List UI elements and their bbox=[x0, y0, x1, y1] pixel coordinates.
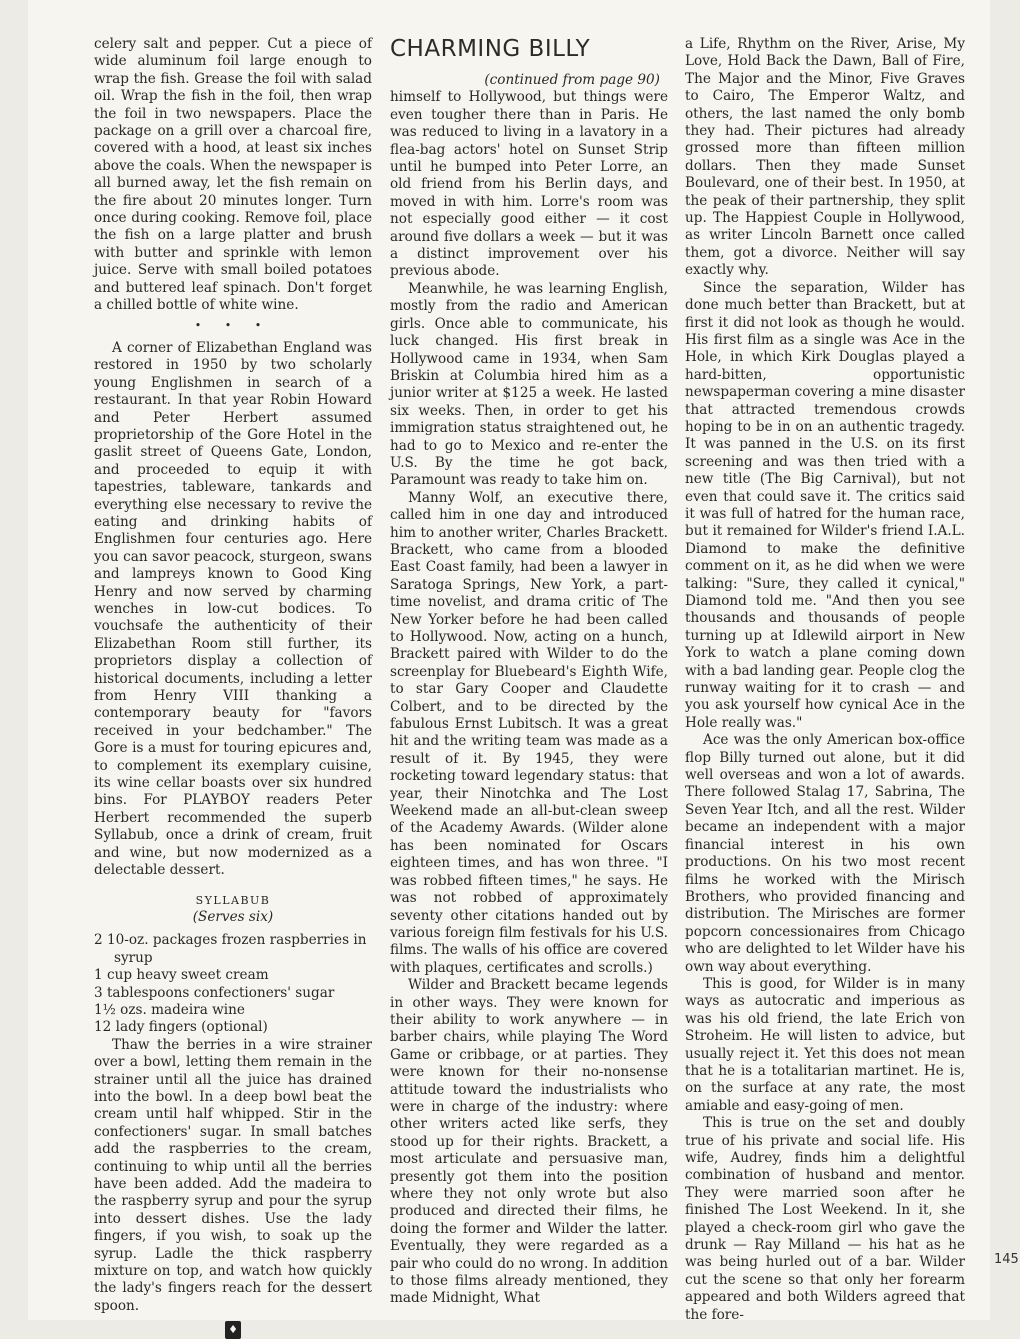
continued-note: (continued from page 90) bbox=[484, 72, 660, 88]
ingredient: 3 tablespoons confectioners' sugar bbox=[94, 984, 335, 1001]
ingredient: 1½ ozs. madeira wine bbox=[94, 1001, 245, 1018]
column-left bbox=[94, 36, 372, 1339]
magazine-page bbox=[28, 0, 1019, 1337]
ingredient: 12 lady fingers (optional) bbox=[94, 1019, 268, 1036]
paragraph: Ace was the only American box-office flop Billy turned out alone, but it did well overseas and won a lot of awards. There followed Stalag 17, Sabrina, The Seven Year Itch, and all the rest. Wilder became an independent with a major financial interest in his own productions. On his two most recent films he worked with the Mirisch Brothers, who provided financing and distribution. The Mirisches are former popcorn concessionaires from Chicago who are delighted to let Wilder have his own way about everything. bbox=[685, 732, 965, 975]
rabbit-logo-icon: ♦ bbox=[225, 1321, 241, 1339]
paragraph: Thaw the berries in a wire strainer over a bowl, letting them remain in the strainer until all the juice has drained into the bowl. In a deep bowl beat the cream until half whipped. Stir in the confectioners' sugar. In small batches add the raspberries to the cream, continuing to whip until all the berries have been added. Add the madeira to the raspberry syrup and pour the syrup into dessert dishes. Use the lady fingers, if you wish, to soak up the syrup. Ladle the thick raspberry mixture on top, and watch how quickly the lady's fingers reach for the dessert spoon. bbox=[94, 1036, 372, 1314]
paragraph: himself to Hollywood, but things were even tougher there than in Paris. He was reduced to living in a lavatory in a flea-bag actors' hotel on Sunset Strip until he bumped into Peter Lorre, an old friend from his Berlin days, and moved in with him. Lorre's room was not especially good either — it cost around five dollars a week — but it was a distinct improvement over his previous abode. bbox=[390, 89, 668, 280]
paragraph: Manny Wolf, an executive there, called him in one day and introduced him to another writer, Charles Brackett. Brackett, who came from a blooded East Coast family, had been a lawyer in Saratoga Springs, New York, a part-time novelist, and drama critic of The New Yorker before he had been called to Hollywood. Now, acting on a hunch, Brackett paired with Wilder to do the screenplay for Bluebeard's Eighth Wife, to star Gary Cooper and Claudette Colbert, and to be directed by the fabulous Ernst Lubitsch. It was a great hit and the writing team was made as a result of it. By 1945, they were rocketing toward legendary status: that year, their Ninotchka and The Lost Weekend made an all-but-clean sweep of the Academy Awards. (Wilder alone has been nominated for Oscars eighteen times, and has won three. "I was robbed fifteen times," he says. He was not robbed of approximately seventy other citations handed out by various foreign film festivals for his U.S. films. The walls of his office are covered with plaques, certificates and scrolls.) bbox=[390, 489, 668, 976]
section-divider: • • • bbox=[194, 318, 272, 332]
paragraph: This is good, for Wilder is in many ways as autocratic and imperious as was his old friend, the late Erich von Stroheim. He will listen to advice, but usually reject it. Yet this does not mean that he is a totalitarian martinet. He is, on the surface at any rate, the most amiable and easy-going of men. bbox=[685, 975, 965, 1114]
recipe-serves: (Serves six) bbox=[192, 908, 274, 925]
paragraph: Meanwhile, he was learning English, mostly from the radio and American girls. Once able to communicate, his luck changed. His first break in Hollywood came in 1934, when Sam Briskin at Columbia hired him as a junior writer at $125 a week. He lasted six weeks. Then, in order to get his immigration status straightened out, he had to go to Mexico and re-enter the U.S. By the time he got back, Paramount was ready to take him on. bbox=[390, 280, 668, 489]
column-middle bbox=[390, 36, 668, 1308]
recipe-title: SYLLABUB bbox=[195, 893, 271, 907]
paragraph: A corner of Elizabethan England was restored in 1950 by two scholarly young Englishmen in search of a restaurant. In that year Robin Howard and Peter Herbert assumed proprietorship of the Gore Hotel in the gaslit street of Queens Gate, London, and proceeded to equip it with tapestries, tableware, tankards and everything else necessary to revive the eating and drinking habits of Englishmen four centuries ago. Here you can savor peacock, sturgeon, swans and lampreys known to Good King Henry and now served by charming wenches in low-cut bodices. To vouchsafe the authenticity of their Elizabethan Room still further, its proprietors display a collection of historical documents, including a letter from Henry VIII thanking a contemporary beauty for "favors received in your bedchamber." The Gore is a must for touring epicures and, to complement its exemplary cuisine, its wine cellar boasts over six hundred bins. For PLAYBOY readers Peter Herbert recommended the superb Syllabub, once a drink of cream, fruit and wine, but now modernized as a delectable dessert. bbox=[94, 339, 372, 879]
ingredient: 2 10-oz. packages frozen raspberries in syrup bbox=[94, 932, 367, 966]
ingredient: 1 cup heavy sweet cream bbox=[94, 967, 269, 984]
paragraph: celery salt and pepper. Cut a piece of wide aluminum foil large enough to wrap the fish. Grease the foil with salad oil. Wrap the fish in the foil, then wrap the foil in two newspapers. Place the package on a grill over a charcoal fire, covered with a hood, at least six inches above the coals. When the newspaper is all burned away, let the fish remain on the fire about 20 minutes longer. Turn once during cooking. Remove foil, place the fish on a large platter and brush with butter and sprinkle with lemon juice. Serve with small boiled potatoes and buttered leaf spinach. Don't forget a chilled bottle of white wine. bbox=[94, 36, 372, 314]
ingredient-list bbox=[94, 932, 372, 1036]
paragraph: Wilder and Brackett became legends in other ways. They were known for their ability to work anywhere — in barber chairs, while playing The Word Game or cribbage, or at parties. They were known for their no-nonsense attitude toward the industrialists who were in charge of the industry: where other writers acted like serfs, they stood up for their rights. Brackett, a most articulate and persuasive man, presently got them into the position where they not only wrote but also produced and directed their films, he doing the former and Wilder the latter. Eventually, they were regarded as a pair who could do no wrong. In addition to those films already mentioned, they made Midnight, What bbox=[390, 977, 668, 1307]
paragraph: a Life, Rhythm on the River, Arise, My Love, Hold Back the Dawn, Ball of Fire, The Major and the Minor, Five Graves to Cairo, The Emperor Waltz, and others, the last named the only bomb they had. Their pictures had already grossed more than fifteen million dollars. Then they made Sunset Boulevard, one of their best. In 1950, at the peak of their partnership, they split up. The Happiest Couple in Hollywood, as writer Lincoln Barnett once called them, got a divorce. Neither will say exactly why. bbox=[685, 36, 965, 279]
paragraph: Since the separation, Wilder has done much better than Brackett, but at first it did not look as though he would. His first film as a single was Ace in the Hole, in which Kirk Douglas played a hard-bitten, opportunistic newspaperman covering a mine disaster that attracted tremendous crowds hoping to be in on an authentic tragedy. It was panned in the U.S. on its first screening and was then tried with a new title (The Big Carnival), but not even that could save it. The critics said it was full of hatred for the human race, but it remained for Wilder's friend I.A.L. Diamond to make the definitive comment on it, as he did when we were talking: "Sure, they called it cynical," Diamond told me. "And then you see thousands and thousands of people turning up at Idlewild airport in New York to watch a plane coming down with a bad landing gear. People clog the runway waiting for it to crash — and you ask yourself how cynical Ace in the Hole really was." bbox=[685, 279, 965, 731]
column-right bbox=[685, 36, 965, 1324]
article-heading: CHARMING BILLY bbox=[390, 36, 591, 62]
page-number: 145 bbox=[994, 1252, 1019, 1267]
paragraph: This is true on the set and doubly true of his private and social life. His wife, Audrey, finds him a delightful combination of husband and mentor. They were married soon after he finished The Lost Weekend. In it, she played a check-room girl who gave the drunk — Ray Milland — his hat as he was being hurled out of a bar. Wilder cut the scene so that only her forearm appeared and both Wilders agreed that the fore- bbox=[685, 1115, 965, 1323]
